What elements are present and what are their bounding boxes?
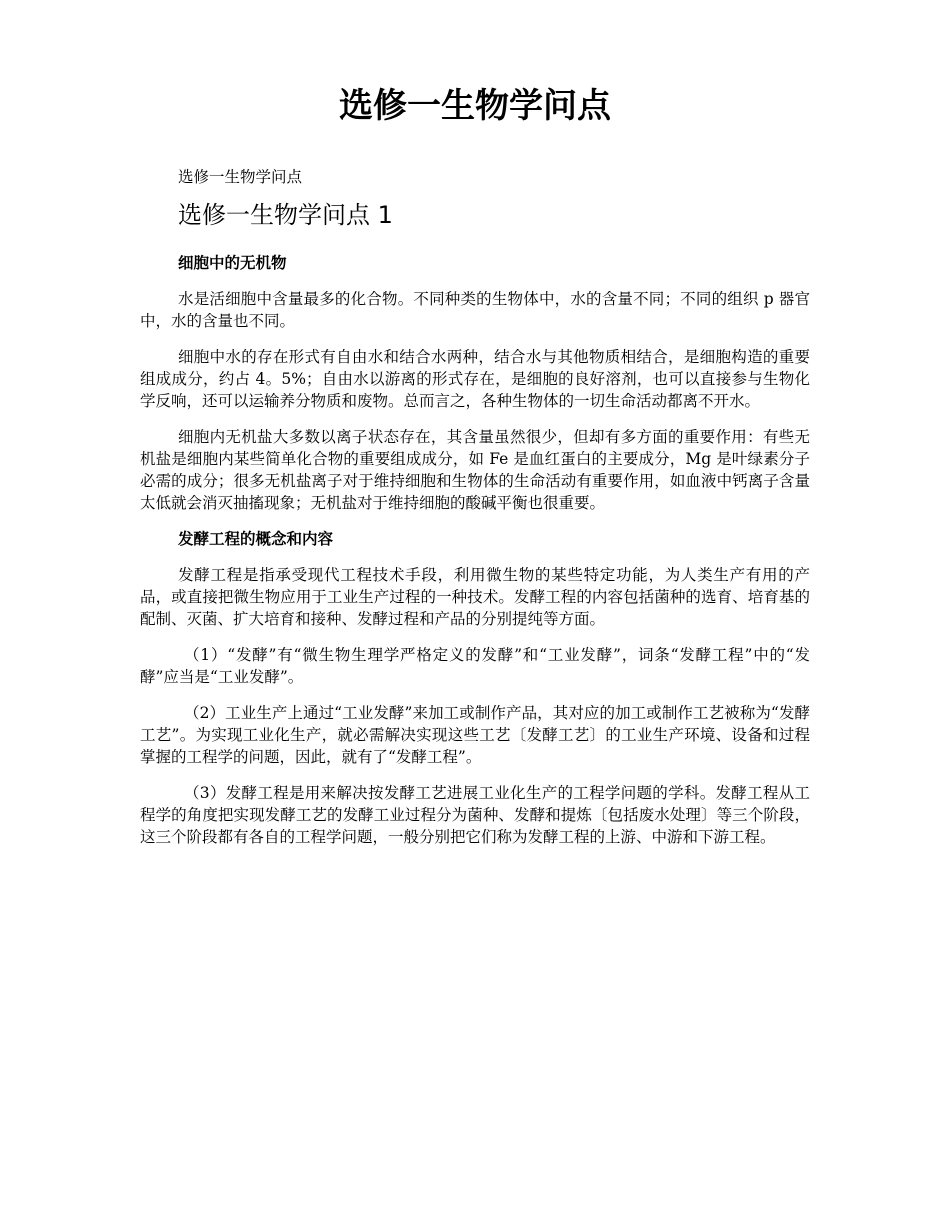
- sub-heading-fermentation: 发酵工程的概念和内容: [178, 530, 334, 548]
- document-body: [140, 166, 810, 862]
- section-inorganic: [140, 252, 810, 514]
- numbered-paragraph: （2）工业生产上通过“工业发酵”来加工或制作产品，其对应的加工或制作工艺被称为“发酵工艺”。为实现工业化生产，就必需解决实现这些工艺〔发酵工艺〕的工业生产环境、设备和过程掌握的工程学的问题，因此，就有了“发酵工程”。: [140, 704, 810, 766]
- paragraph: 细胞内无机盐大多数以离子状态存在，其含量虽然很少，但却有多方面的重要作用：有些无机盐是细胞内某些简单化合物的重要组成成分，如 Fe 是血红蛋白的主要成分，Mg 是叶绿素分子必需的成分；很多无机盐离子对于维持细胞和生物体的生命活动有重要作用，如血液中钙离子含量太低就会消灭抽搐现象；无机盐对于维持细胞的酸碱平衡也很重要。: [140, 428, 810, 512]
- paragraph: 水是活细胞中含量最多的化合物。不同种类的生物体中，水的含量不同；不同的组织 p 器官中，水的含量也不同。: [140, 290, 810, 330]
- numbered-paragraph: （3）发酵工程是用来解决按发酵工艺进展工业化生产的工程学问题的学科。发酵工程从工程学的角度把实现发酵工艺的发酵工业过程分为菌种、发酵和提炼〔包括废水处理〕等三个阶段，这三个阶段都有各自的工程学问题，一般分别把它们称为发酵工程的上游、中游和下游工程。: [140, 784, 810, 846]
- document-subtitle: 选修一生物学问点: [178, 168, 303, 186]
- numbered-paragraph: （1）“发酵”有“微生物生理学严格定义的发酵”和“工业发酵”，词条“发酵工程”中的“发酵”应当是“工业发酵”。: [140, 646, 810, 686]
- section-fermentation: [140, 528, 810, 848]
- sub-heading-inorganic: 细胞中的无机物: [178, 254, 287, 272]
- paragraph: 发酵工程是指承受现代工程技术手段，利用微生物的某些特定功能，为人类生产有用的产品，或直接把微生物应用于工业生产过程的一种技术。发酵工程的内容包括菌种的选育、培育基的配制、灭菌、扩大培育和接种、发酵过程和产品的分别提纯等方面。: [140, 566, 810, 628]
- paragraph: 细胞中水的存在形式有自由水和结合水两种，结合水与其他物质相结合，是细胞构造的重要组成成分，约占 4。5%；自由水以游离的形式存在，是细胞的良好溶剂，也可以直接参与生物化学反响，还可以运输养分物质和废物。总而言之，各种生物体的一切生命活动都离不开水。: [140, 348, 810, 410]
- section-heading: 选修一生物学问点 1: [178, 201, 393, 229]
- document-title: 选修一生物学问点: [339, 86, 611, 126]
